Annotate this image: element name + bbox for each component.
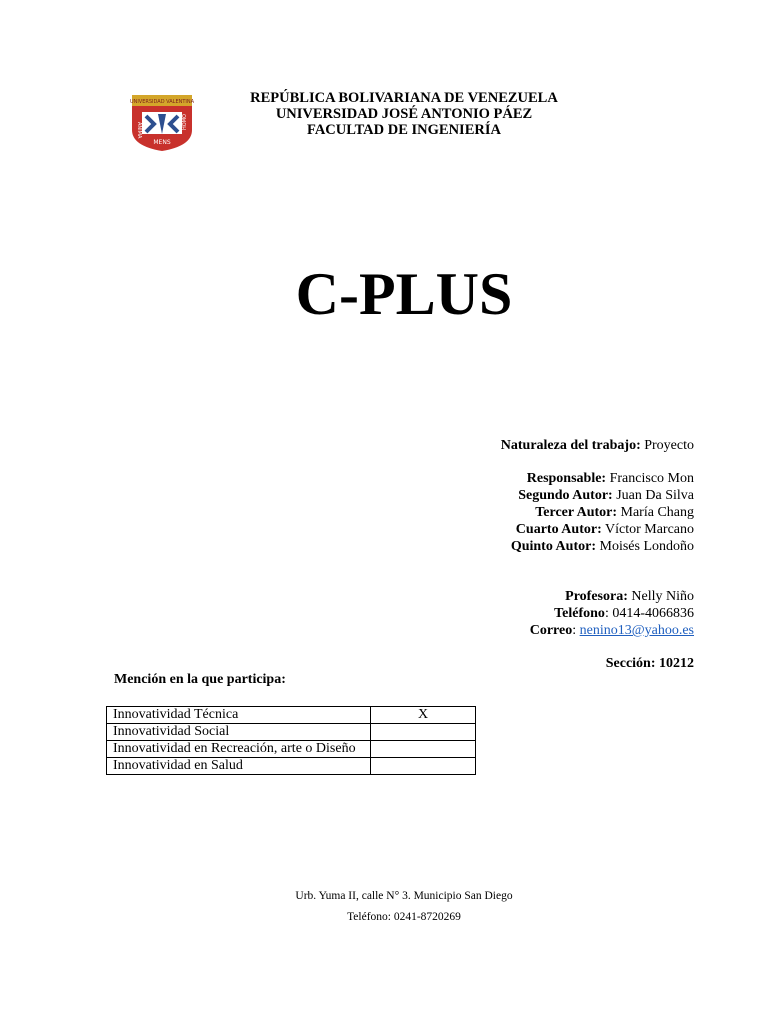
correo-line: Correo: nenino13@yahoo.es bbox=[529, 623, 694, 638]
telefono-line: Teléfono: 0414-4066836 bbox=[554, 606, 694, 621]
author-quinto: Quinto Autor: Moisés Londoño bbox=[510, 539, 694, 554]
naturaleza-value: Proyecto bbox=[640, 438, 694, 453]
table-row bbox=[107, 758, 476, 775]
institution-header bbox=[200, 90, 608, 138]
logo-bottom-text: MENS bbox=[153, 139, 171, 146]
mention-mark bbox=[371, 741, 476, 758]
logo-left-text: ANIMA bbox=[136, 122, 142, 139]
header-line-3: FACULTAD DE INGENIERÍA bbox=[307, 122, 501, 138]
author-responsable: Responsable: Francisco Mon bbox=[526, 471, 694, 486]
author-segundo: Segundo Autor: Juan Da Silva bbox=[518, 488, 694, 503]
logo-top-text: UNIVERSIDAD VALENTINA bbox=[129, 99, 195, 105]
mention-name: Innovatividad Social bbox=[107, 724, 371, 741]
logo-right-text: HOMO bbox=[182, 114, 188, 130]
profesora-line: Profesora: Nelly Niño bbox=[565, 589, 694, 604]
mention-mark bbox=[371, 724, 476, 741]
naturaleza-label: Naturaleza del trabajo: bbox=[500, 438, 641, 453]
footer-address: Urb. Yuma II, calle N° 3. Municipio San Diego bbox=[295, 890, 513, 902]
mention-mark bbox=[371, 758, 476, 775]
mention-label: Mención en la que participa: bbox=[114, 672, 286, 687]
mention-name: Innovatividad en Salud bbox=[107, 758, 371, 775]
info-naturaleza bbox=[274, 437, 694, 454]
email-link[interactable]: nenino13@yahoo.es bbox=[579, 623, 694, 638]
mention-mark: X bbox=[371, 707, 476, 724]
mention-name: Innovatividad Técnica bbox=[107, 707, 371, 724]
info-profesora bbox=[274, 588, 694, 639]
info-authors bbox=[274, 470, 694, 555]
university-logo bbox=[128, 92, 196, 152]
table-row bbox=[107, 741, 476, 758]
author-cuarto: Cuarto Autor: Víctor Marcano bbox=[515, 522, 694, 537]
author-tercer: Tercer Autor: María Chang bbox=[535, 505, 694, 520]
table-row bbox=[107, 707, 476, 724]
header-line-1: REPÚBLICA BOLIVARIANA DE VENEZUELA bbox=[250, 90, 558, 106]
mention-table bbox=[106, 706, 476, 775]
footer-phone: Teléfono: 0241-8720269 bbox=[347, 911, 461, 923]
table-row bbox=[107, 724, 476, 741]
header-line-2: UNIVERSIDAD JOSÉ ANTONIO PÁEZ bbox=[275, 106, 533, 122]
seccion: Sección: 10212 bbox=[605, 656, 694, 671]
document-title: C-PLUS bbox=[295, 261, 513, 327]
mention-name: Innovatividad en Recreación, arte o Diseño bbox=[107, 741, 371, 758]
